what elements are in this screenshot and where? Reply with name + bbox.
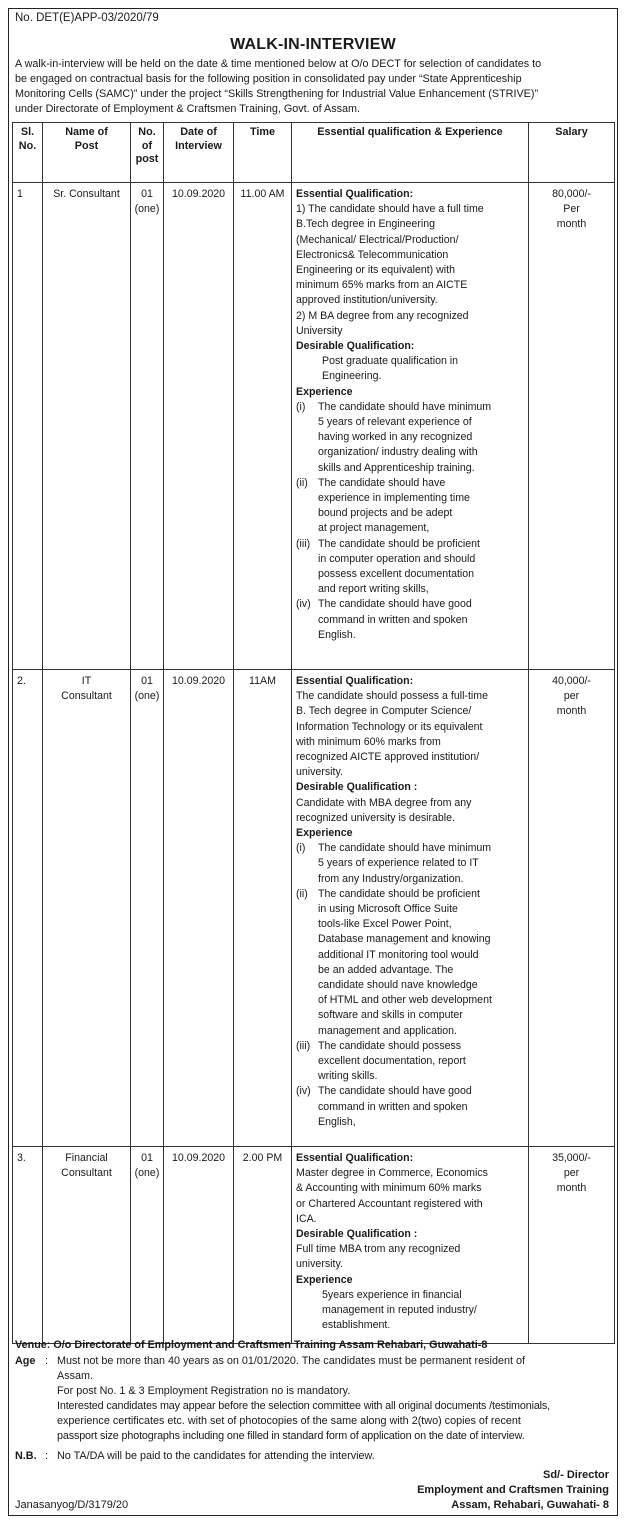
table-row (13, 183, 615, 670)
qualification-cell: Essential Qualification: The candidate should possess a full-time B. Tech degree in Computer Science/ Information Technology or its equivalent with minimum 60% marks from recognized AICTE approved institution/ university. Desirable Qualification : Candidate with MBA degree from any recognized university is desirable. Experience (i) The candidate should have minimum 5 years of experience related to IT from any Industry/organization. (ii) The candidate should be proficient in using Microsoft Office Suite tools-like Excel Power Point, Database management and knowing additional IT monitoring tool would be an added advantage. The candidate should nave knowledge of HTML and other web development software and skills in computer management and application. (iii) The candidate should possess excellent documentation, report writing skills. (iv) The candidate should have good command in written and spoken English, (292, 670, 529, 1147)
age-line: Interested candidates may appear before the selection committee with all original documents /testimonials, (57, 1400, 551, 1412)
age-line: For post No. 1 & 3 Employment Registration no is mandatory. (57, 1385, 351, 1397)
signature-line: Sd/- Director (542, 1469, 609, 1481)
positions-table (12, 122, 615, 1344)
qualification-cell: Essential Qualification: Master degree in Commerce, Economics & Accounting with minimum 60% marks or Chartered Accountant registered with ICA. Desirable Qualification : Full time MBA trom any recognized university. Experience 5years experience in financial management in reputed industry/ establishment. (292, 1147, 529, 1344)
nb-text: No TA/DA will be paid to the candidates for attending the interview. (57, 1450, 375, 1462)
nb-label: N.B. (15, 1450, 37, 1462)
post-count: 01 (one) (131, 670, 164, 1147)
interview-time: 2.00 PM (234, 1147, 292, 1344)
header-time: Time (234, 123, 292, 183)
age-line: passport size photographs including one filled in standard form of application on the date of interview. (57, 1430, 525, 1442)
intro-line: A walk-in-interview will be held on the date & time mentioned below at O/o DECT for selection of candidates to (15, 58, 542, 70)
salary: 40,000/- per month (529, 670, 615, 1147)
interview-date: 10.09.2020 (164, 1147, 234, 1344)
header-post-name: Name of Post (43, 123, 131, 183)
signature-line: Assam, Rehabari, Guwahati- 8 (451, 1499, 609, 1511)
salary: 80,000/- Per month (529, 183, 615, 670)
header-qualification: Essential qualification & Experience (292, 123, 529, 183)
reference-number: No. DET(E)APP-03/2020/79 (15, 12, 159, 24)
sl-no: 1 (13, 183, 43, 670)
qualification-cell: Essential Qualification: 1) The candidate should have a full time B.Tech degree in Engineering (Mechanical/ Electrical/Production/ Electronics& Telecommunication Engineering or its equivalent) with minimum 65% marks from an AICTE approved institution/university. 2) M BA degree from any recognized University Desirable Qualification: Post graduate qualification in Engineering. Experience (i) The candidate should have minimum 5 years of relevant experience of having worked in any recognized organization/ industry dealing with skills and Apprenticeship training. (ii) The candidate should have experience in implementing time bound projects and be adept at project management, (iii) The candidate should be proficient in computer operation and should possess excellent documentation and report writing skills, (iv) The candidate should have good command in written and spoken English. (292, 183, 529, 670)
salary: 35,000/- per month (529, 1147, 615, 1344)
walk-in-interview-notice: No. DET(E)APP-03/2020/79 WALK-IN-INTERVIEW A walk-in-interview will be held on the date & time mentioned below at O/o DECT for selection of candidates to be engaged on contractual basis for the following position in consolidated pay under “State Apprenticeship Monitoring Cells (SAMC)” under the project “Skills Strengthening for Industrial Value Enhancement (STRIVE)” under Directorate of Employment & Craftsmen Training, Govt. of Assam. Sl. No. Name of Post No. of post Date of Interview Time Essential qualification & Experience Salary 1 Sr. Consultant 01 (one) 10.09.2020 11.00 AM Essential Qualification: 1) The candidate should have a full time B.Tech degree in Engineering (Mechanical/ Electrical/Production/ Electronics& Telecommunication Engineering or its equivalent) with minimum 65% marks from an AICTE approved institution/university. 2) M BA degree from any recognized University Desirable Qualification: Post graduate qualification in Engineering. Experience (i) The candidate should have minimum 5 years of relevant experience of having worked in any recognized organization/ industry dealing with skills and Apprenticeship training. (ii) The candidate should have experience in implementing time bound projects and be adept at project management, (iii) The candidate should be proficient in computer operation and should possess excellent documentation and report writing skills, (iv) The candidate should have good command in written and spoken English. 80,000/- Per month 2. IT Consultant 01 (one) 10.09.2020 11AM Essential Qualification: The candidate should possess a full-time B. Tech degree in Computer Science/ Information Technology or its equivalent with minimum 60% marks from recognized AICTE approved institution/ university. Desirable Qualification : Candidate with MBA degree from any recognized university is desirable. Experience (i) The candidate should have minimum 5 years of experience related to IT from any Industry/organization. (ii) The candidate should be proficient in using Microsoft Office Suite tools-like Excel Power Point, Database management and knowing additional IT monitoring tool would be an added advantage. The candidate should nave knowledge of HTML and other web development software and skills in computer management and application. (iii) The candidate should possess excellent documentation, report writing skills. (iv) The candidate should have good command in written and spoken English, 40,000/- per month 3. Financial Consultant 01 (one) 10.09.2020 2.00 PM Essential Qualification: Master degree in Commerce, Economics & Accounting with minimum 60% marks or Chartered Accountant registered with ICA. Desirable Qualification : Full time MBA trom any recognized university. Experience 5years experience in financial management in reputed industry/ establishment. 35,000/- per month Venue: O/o Directorate of Employment and Craftsmen Training Assam Rehabari, Guwahati-8 Age : Must not be more than 40 years as on 01/01/2020. The candidates must be permanent resident of Assam. For post No. 1 & 3 Employment Registration no is mandatory. Interested candidates may appear before the selection committee with all original documents /testimonials, experience certificates etc. with set of photocopies of the same along with 2(two) copies of recent passport size photographs including one filled in standard form of application on the date of interview. N.B. : No TA/DA will be paid to the candidates for attending the interview. Sd/- Director Employment and Craftsmen Training Assam, Rehabari, Guwahati- 8 Janasanyog/D/3179/20 (8, 8, 618, 1516)
notice-title: WALK-IN-INTERVIEW (230, 36, 396, 53)
header-date: Date of Interview (164, 123, 234, 183)
interview-time: 11AM (234, 670, 292, 1147)
janasanyog-code: Janasanyog/D/3179/20 (15, 1499, 129, 1511)
intro-paragraph (15, 57, 611, 117)
sl-no: 3. (13, 1147, 43, 1344)
intro-line: Monitoring Cells (SAMC)” under the project “Skills Strengthening for Industrial Value Enhancement (STRIVE)” (15, 88, 539, 100)
intro-line: under Directorate of Employment & Craftsmen Training, Govt. of Assam. (15, 103, 361, 115)
interview-time: 11.00 AM (234, 183, 292, 670)
post-count: 01 (one) (131, 1147, 164, 1344)
signature-line: Employment and Craftsmen Training (417, 1484, 609, 1496)
age-line: Assam. (57, 1370, 93, 1382)
table-row (13, 1147, 615, 1344)
post-count: 01 (one) (131, 183, 164, 670)
signature-block (417, 1468, 609, 1513)
header-no-of-post: No. of post (131, 123, 164, 183)
post-name: Sr. Consultant (43, 183, 131, 670)
venue-line: Venue: O/o Directorate of Employment and Craftsmen Training Assam Rehabari, Guwahati-8 (15, 1339, 488, 1351)
intro-line: be engaged on contractual basis for the following position in consolidated pay under “State Apprenticeship (15, 73, 522, 85)
post-name: Financial Consultant (43, 1147, 131, 1344)
age-line: experience certificates etc. with set of photocopies of the same along with 2(two) copies of recent (57, 1415, 521, 1427)
interview-date: 10.09.2020 (164, 670, 234, 1147)
interview-date: 10.09.2020 (164, 183, 234, 670)
age-label: Age (15, 1355, 36, 1367)
post-name: IT Consultant (43, 670, 131, 1147)
header-sl-no: Sl. No. (13, 123, 43, 183)
table-row (13, 670, 615, 1147)
table-header-row (13, 123, 615, 183)
header-salary: Salary (529, 123, 615, 183)
age-line: Must not be more than 40 years as on 01/01/2020. The candidates must be permanent resident of (57, 1355, 525, 1367)
sl-no: 2. (13, 670, 43, 1147)
